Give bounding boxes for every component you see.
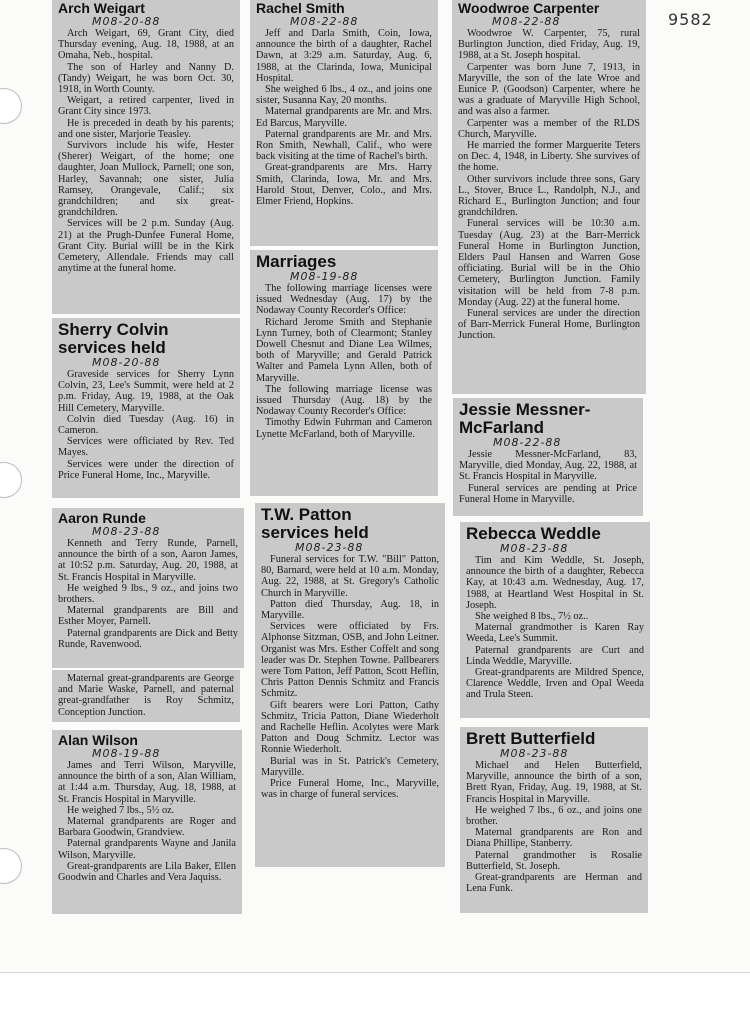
- clipping-body: [58, 760, 236, 883]
- clipping-title: Rebecca Weddle: [466, 524, 601, 543]
- handwritten-date: M08-23-88: [500, 747, 569, 760]
- clipping-body: [466, 555, 644, 701]
- clipping-title: Woodwroe Carpenter: [458, 0, 600, 16]
- clipping-paragraph: Maternal great-grandparents are George and Marie Waske, Parnell, and paternal great-grandfather is Roy Schmitz, Conception Junction.: [58, 673, 234, 718]
- clipping-title: Marriages: [256, 252, 337, 271]
- clipping-paragraph: Funeral services for T.W. "Bill" Patton, 80, Barnard, were held at 10 a.m. Monday, Aug. 22, 1988, at St. Gregory's Catholic Church in Maryville.: [261, 554, 439, 599]
- binder-hole: [0, 88, 22, 124]
- clipping-aaron-runde: [52, 508, 244, 668]
- clipping-body: [58, 28, 234, 274]
- clipping-paragraph: Paternal grandparents are Mr. and Mrs. Ron Smith, Newhall, Calif., who were back visiting at the time of Rachel's birth.: [256, 128, 432, 163]
- clipping-paragraph: Great-grandparents are Mildred Spence, Clarence Weddle, Irven and Opal Weeda and Trula Steen.: [466, 667, 644, 701]
- clipping-title: Rachel Smith: [256, 0, 345, 16]
- clipping-body: [58, 538, 238, 650]
- clipping-paragraph: He is preceded in death by his parents; and one sister, Marjorie Teasley.: [58, 117, 234, 140]
- clipping-paragraph: Services will be 2 p.m. Sunday (Aug. 21) at the Prugh-Dunfee Funeral Home, Grant City. Burial willl be in the Kirk Cemetery, Allendale. Friends may call anytime at the funeral home.: [58, 218, 234, 275]
- handwritten-date: M08-23-88: [295, 541, 364, 554]
- clipping-paragraph: Arch Weigart, 69, Grant City, died Thursday evening, Aug. 18, 1988, at an Omaha, Neb., hospital.: [58, 28, 234, 62]
- clipping-paragraph: Services were officiated by Rev. Ted Mayes.: [58, 436, 234, 459]
- clipping-paragraph: The following marriage license was issued Thursday (Aug. 18) by the Nodaway County Recorder's Office:: [256, 383, 432, 418]
- clipping-body: [58, 673, 234, 718]
- clipping-body: [459, 449, 637, 505]
- clipping-subtitle: services held: [58, 338, 166, 357]
- clipping-body: [466, 760, 642, 894]
- clipping-aaron-runde-continued: [52, 670, 240, 722]
- clipping-paragraph: Services were officiated by Frs. Alphonse Sitzman, OSB, and John Leitner. Organist was Mrs. Esther Coffelt and song leader was Dr. Stephen Towne. Pallbearers were Tom Patton, Jeff Patton, Scott Heflin, Chris Patton Dennis Schmitz and Francis Schmitz.: [261, 621, 439, 700]
- clipping-title: Aaron Runde: [58, 510, 146, 526]
- clipping-paragraph: Timothy Edwin Fuhrman and Cameron Lynette McFarland, both of Maryville.: [256, 417, 432, 440]
- clipping-paragraph: Colvin died Tuesday (Aug. 16) in Cameron.: [58, 413, 234, 437]
- clipping-marriages: [250, 250, 438, 496]
- handwritten-date: M08-20-88: [92, 15, 161, 28]
- clipping-paragraph: Paternal grandparents Wayne and Janila Wilson, Maryville.: [58, 838, 236, 861]
- clipping-alan-wilson: [52, 730, 242, 914]
- clipping-paragraph: Woodwroe W. Carpenter, 75, rural Burlington Junction, died Friday, Aug. 19, 1988, at a St. Joseph hospital.: [458, 28, 640, 62]
- clipping-jessie-messner-mcfarland: [453, 398, 643, 516]
- handwritten-date: M08-22-88: [492, 15, 561, 28]
- clipping-paragraph: Graveside services for Sherry Lynn Colvin, 23, Lee's Summit, were held at 2 p.m. Friday, Aug. 19, 1988, at the Oak Hill Cemetery, Maryville.: [58, 369, 234, 414]
- page-number: 9582: [668, 10, 713, 29]
- clipping-paragraph: Great-grandparents are Herman and Lena Funk.: [466, 872, 642, 895]
- clipping-paragraph: Price Funeral Home, Inc., Maryville, was in charge of funeral services.: [261, 778, 439, 801]
- clipping-paragraph: Patton died Thursday, Aug. 18, in Maryville.: [261, 598, 439, 622]
- clipping-paragraph: Great-grandparents are Mrs. Harry Smith, Clarinda, Iowa, Mr. and Mrs. Harold Stout, Denver, Colo., and Mrs. Elmer Friend, Hopkins.: [256, 162, 432, 208]
- clipping-body: [261, 554, 439, 800]
- clipping-paragraph: Richard Jerome Smith and Stephanie Lynn Turney, both of Clearmont; Stanley Dowell Chesnut and Diane Lea Wilmes, both of Maryville; and Gerald Patrick Walter and Pamela Lynn Allen, both of Maryville.: [256, 316, 432, 384]
- clipping-paragraph: Funeral services are pending at Price Funeral Home in Maryville.: [459, 482, 637, 505]
- clipping-paragraph: He married the former Marguerite Teters on Dec. 4, 1948, in Liberty. She survives of the home.: [458, 140, 640, 174]
- clipping-rebecca-weddle: [460, 522, 650, 718]
- clipping-paragraph: Maternal grandparents are Ron and Diana Phillipe, Stanberry.: [466, 827, 642, 850]
- clipping-paragraph: Michael and Helen Butterfield, Maryville, announce the birth of a son, Brett Ryan, Friday, Aug. 19, 1988, at St. Francis Hospital in Maryville.: [466, 760, 642, 805]
- handwritten-date: M08-19-88: [92, 747, 161, 760]
- clipping-paragraph: Jessie Messner-McFarland, 83, Maryville, died Monday, Aug. 22, 1988, at St. Francis Hospital in Maryville.: [459, 449, 637, 483]
- clipping-paragraph: He weighed 7 lbs., 6 oz., and joins one brother.: [466, 804, 642, 828]
- binder-hole: [0, 848, 22, 884]
- clipping-subtitle: services held: [261, 523, 369, 542]
- clipping-paragraph: Maternal grandparents are Bill and Esther Moyer, Parnell.: [58, 605, 238, 628]
- clipping-paragraph: Maternal grandparents are Mr. and Mrs. Ed Barcus, Maryville.: [256, 106, 432, 129]
- clipping-paragraph: She weighed 6 lbs., 4 oz., and joins one sister, Susanna Kay, 20 months.: [256, 84, 432, 107]
- clipping-paragraph: She weighed 8 lbs., 7½ oz..: [475, 611, 589, 623]
- clipping-paragraph: Survivors include his wife, Hester (Sherer) Weigart, of the home; one daughter, Joan Mullock, Parnell; one son, Harley, Savannah; one sister, Julia Ramsey, Orangevale, Calif.; six grandchildren; and six great-grandchildren.: [58, 140, 234, 219]
- handwritten-date: M08-19-88: [290, 270, 359, 283]
- clipping-paragraph: Services were under the direction of Price Funeral Home, Inc., Maryville.: [58, 458, 234, 481]
- binder-hole: [0, 462, 22, 498]
- clipping-paragraph: Maternal grandparents are Roger and Barbara Goodwin, Grandview.: [58, 816, 236, 839]
- handwritten-date: M08-22-88: [493, 436, 562, 449]
- clipping-paragraph: Carpenter was a member of the RLDS Church, Maryville.: [458, 117, 640, 140]
- clipping-paragraph: Funeral services are under the direction of Barr-Merrick Funeral Home, Burlington Junction.: [458, 308, 640, 342]
- handwritten-date: M08-23-88: [500, 542, 569, 555]
- clipping-subtitle: McFarland: [459, 418, 545, 437]
- clipping-woodwroe-carpenter: [452, 0, 646, 394]
- clipping-paragraph: Kenneth and Terry Runde, Parnell, announce the birth of a son, Aaron James, at 10:52 p.m. Saturday, Aug. 20, 1988, at St. Francis Hospital in Maryville.: [58, 538, 238, 583]
- clipping-tw-patton: [255, 503, 445, 867]
- clipping-paragraph: The following marriage licenses were issued Wednesday (Aug. 17) by the Nodaway County Recorder's Office:: [256, 283, 432, 317]
- clipping-title: Alan Wilson: [58, 732, 138, 748]
- clipping-arch-weigart: [52, 0, 240, 314]
- clipping-paragraph: Maternal grandmother is Karen Ray Weeda, Lee's Summit.: [466, 622, 644, 645]
- clipping-paragraph: The son of Harley and Nanny D. (Tandy) Weigart, he was born Oct. 30, 1918, in Worth County.: [58, 61, 234, 96]
- clipping-body: [458, 28, 640, 342]
- clipping-body: [58, 369, 234, 481]
- clipping-title: Sherry Colvin: [58, 320, 169, 339]
- clipping-paragraph: Tim and Kim Weddle, St. Joseph, announce the birth of a daughter, Rebecca Kay, at 10:43 a.m. Wednesday, Aug. 17, 1988, at Heartland West Hospital in St. Joseph.: [466, 555, 644, 611]
- handwritten-date: M08-20-88: [92, 356, 161, 369]
- clipping-paragraph: Jeff and Darla Smith, Coin, Iowa, announce the birth of a daughter, Rachel Dawn, at 3:29 a.m. Saturday, Aug. 6, 1988, at the Clarinda, Iowa, Municipal Hospital.: [256, 28, 432, 84]
- clipping-body: [256, 283, 432, 440]
- clipping-paragraph: James and Terri Wilson, Maryville, announce the birth of a son, Alan William, at 1:44 a.m. Thursday, Aug. 18, 1988, at St. Francis Hospital in Maryville.: [58, 760, 236, 805]
- clipping-paragraph: Paternal grandparents are Dick and Betty Runde, Ravenwood.: [58, 627, 238, 650]
- clipping-paragraph: Carpenter was born June 7, 1913, in Maryville, the son of the late Wroe and Eunice P. (Goodson) Carpenter, where he was a graduate of Maryville High School, and was also a farmer.: [458, 61, 640, 118]
- clipping-title: Brett Butterfield: [466, 729, 596, 748]
- clipping-paragraph: Funeral services will be 10:30 a.m. Tuesday (Aug. 23) at the Barr-Merrick Funeral Home in Burlington Junction, Elders Paul Hansen and Warren Gose officiating. Burial will be in the Ohio Cemetery, Burlington Junction. Family visitation will be held from 7-8 p.m. Monday (Aug. 22) at the funeral home.: [458, 218, 640, 308]
- clipping-paragraph: Great-grandparents are Lila Baker, Ellen Goodwin and Charles and Vera Jaquiss.: [58, 860, 236, 884]
- clipping-brett-butterfield: [460, 727, 648, 913]
- handwritten-date: M08-23-88: [92, 525, 161, 538]
- scan-margin: [0, 972, 750, 1034]
- clipping-title: Arch Weigart: [58, 0, 145, 16]
- clipping-sherry-colvin: [52, 318, 240, 498]
- clipping-paragraph: Gift bearers were Lori Patton, Cathy Schmitz, Tricia Patton, Diane Wiederholt and Rachelle Heflin. Acolytes were Mark Patton and Doug Schmitz. Lector was Ronnie Wiederholt.: [261, 699, 439, 756]
- clipping-paragraph: Other survivors include three sons, Gary L., Stover, Bruce L., Randolph, N.J., and Richard E., Burlington Junction; and four grandchildren.: [458, 173, 640, 219]
- clipping-paragraph: Burial was in St. Patrick's Cemetery, Maryville.: [261, 755, 439, 778]
- clipping-paragraph: Paternal grandmother is Rosalie Butterfield, St. Joseph.: [466, 849, 642, 872]
- clipping-rachel-smith: [250, 0, 438, 246]
- clipping-paragraph: He weighed 7 lbs., 5½ oz.: [67, 804, 175, 816]
- clipping-paragraph: He weighed 9 lbs., 9 oz., and joins two brothers.: [58, 582, 238, 606]
- clipping-title: T.W. Patton: [261, 505, 352, 524]
- clipping-body: [256, 28, 432, 207]
- clipping-title: Jessie Messner-: [459, 400, 591, 419]
- clipping-paragraph: Weigart, a retired carpenter, lived in Grant City since 1973.: [58, 95, 234, 118]
- clipping-paragraph: Paternal grandparents are Curt and Linda Weddle, Maryville.: [466, 644, 644, 667]
- handwritten-date: M08-22-88: [290, 15, 359, 28]
